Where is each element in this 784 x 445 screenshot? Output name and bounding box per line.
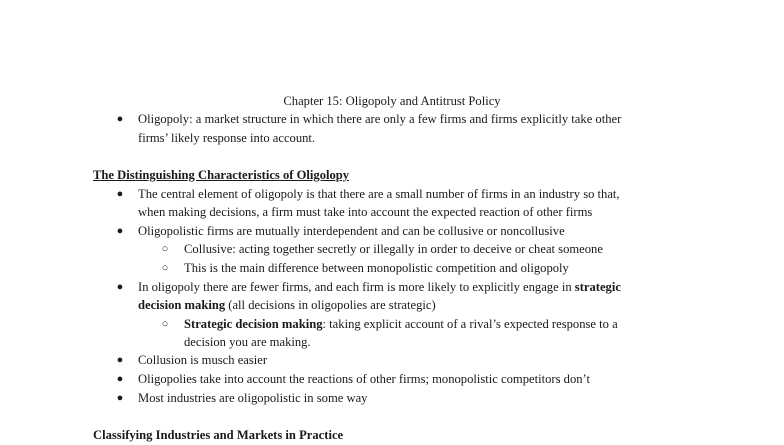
bullet-3-line-2 bbox=[138, 296, 436, 315]
bullet-3-line-2-text: (all decisions in oligopolies are strategic) bbox=[225, 298, 436, 312]
page-title: Chapter 15: Oligopoly and Antitrust Policy bbox=[283, 94, 501, 108]
sub-bullet-circle: ○ bbox=[161, 318, 169, 330]
bullet-4: Collusion is musch easier bbox=[138, 353, 268, 367]
bullet-dot: ● bbox=[116, 188, 124, 200]
bullet-3-sub-1-text: : taking explicit account of a rival’s expected response to a bbox=[322, 317, 618, 331]
bullet-2-sub-2: This is the main difference between monopolistic competition and oligopoly bbox=[184, 261, 569, 275]
bullet-dot: ● bbox=[116, 225, 124, 237]
intro-line-1: Oligopoly: a market structure in which there are only a few firms and firms explicitly take other bbox=[138, 112, 622, 126]
bullet-6: Most industries are oligopolistic in some way bbox=[138, 391, 368, 405]
bullet-2: Oligopolistic firms are mutually interdependent and can be collusive or noncollusive bbox=[138, 224, 565, 238]
bullet-dot: ● bbox=[116, 354, 124, 366]
bullet-dot: ● bbox=[116, 281, 124, 293]
bullet-2-sub-1: Collusive: acting together secretly or illegally in order to deceive or cheat someone bbox=[184, 242, 603, 256]
section-heading-characteristics: The Distinguishing Characteristics of Oligolopy bbox=[93, 168, 350, 182]
bullet-5: Oligopolies take into account the reactions of other firms; monopolistic competitors don’t bbox=[138, 372, 590, 386]
bullet-dot: ● bbox=[116, 392, 124, 404]
bullet-dot: ● bbox=[116, 373, 124, 385]
bullet-3-sub-1-line-1 bbox=[184, 315, 618, 334]
bold-term-strategic-decision-making: Strategic decision making bbox=[184, 317, 323, 331]
sub-bullet-circle: ○ bbox=[161, 243, 169, 255]
bold-term-strategic: strategic bbox=[574, 280, 621, 294]
bullet-3-sub-1-line-2: decision you are making. bbox=[184, 335, 311, 349]
bullet-3-line-1 bbox=[138, 278, 621, 297]
bullet-1-line-1: The central element of oligopoly is that there are a small number of firms in an industry so that, bbox=[138, 187, 620, 201]
bold-term-decision-making: decision making bbox=[138, 298, 226, 312]
sub-bullet-circle: ○ bbox=[161, 262, 169, 274]
intro-line-2: firms’ likely response into account. bbox=[138, 131, 316, 145]
bullet-1-line-2: when making decisions, a firm must take into account the expected reaction of other firms bbox=[138, 205, 593, 219]
bullet-dot: ● bbox=[116, 113, 124, 125]
bullet-3-line-1-text: In oligopoly there are fewer firms, and each firm is more likely to explicitly engage in bbox=[138, 280, 575, 294]
section-heading-classifying: Classifying Industries and Markets in Practice bbox=[93, 428, 344, 442]
